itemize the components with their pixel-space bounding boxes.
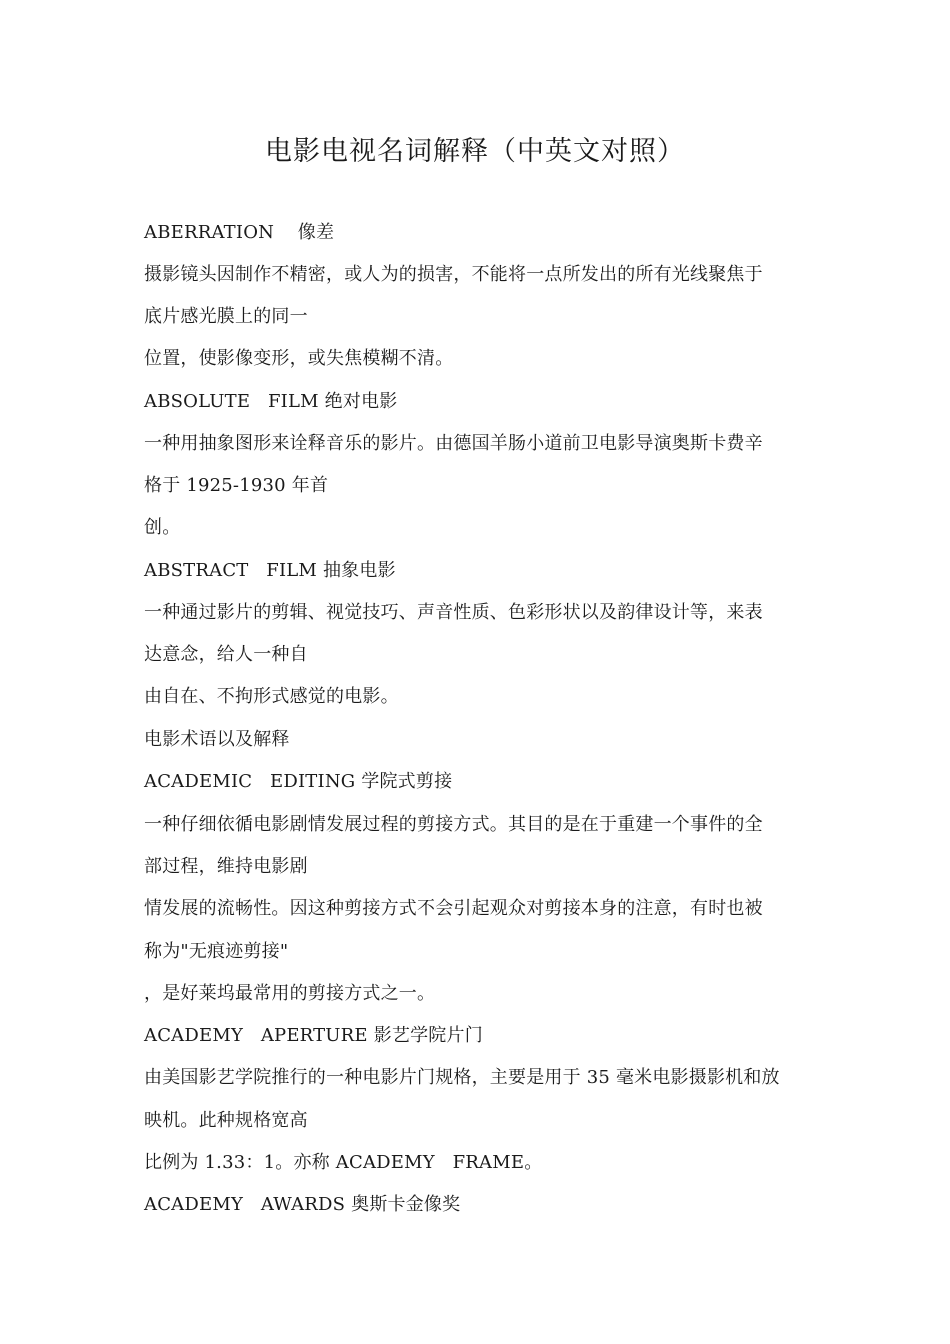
- text-line: 一种仔细依循电影剧情发展过程的剪接方式。其目的是在于重建一个事件的全: [144, 814, 763, 835]
- text-line: 映机。此种规格宽高: [144, 1110, 308, 1131]
- text-line: 格于 1925-1930 年首: [144, 475, 329, 496]
- text-line: ABSTRACT FILM 抽象电影: [144, 560, 396, 581]
- text-line: ACADEMIC EDITING 学院式剪接: [144, 771, 453, 792]
- text-line: 称为"无痕迹剪接": [144, 941, 289, 962]
- document-title: 电影电视名词解释（中英文对照）: [265, 136, 685, 167]
- text-line: ACADEMY AWARDS 奥斯卡金像奖: [144, 1194, 461, 1215]
- text-line: 位置，使影像变形，或失焦模糊不清。: [144, 348, 454, 369]
- text-line: ACADEMY APERTURE 影艺学院片门: [144, 1025, 483, 1046]
- text-line: 一种通过影片的剪辑、视觉技巧、声音性质、色彩形状以及韵律设计等，来表: [144, 602, 763, 623]
- text-line: 一种用抽象图形来诠释音乐的影片。由德国羊肠小道前卫电影导演奥斯卡费辛: [144, 433, 763, 454]
- text-line: 情发展的流畅性。因这种剪接方式不会引起观众对剪接本身的注意，有时也被: [144, 898, 763, 919]
- text-line: ABERRATION 像差: [144, 222, 335, 243]
- text-line: 达意念，给人一种自: [144, 644, 308, 665]
- text-line: 电影术语以及解释: [144, 729, 290, 750]
- text-line: 比例为 1.33：1。亦称 ACADEMY FRAME。: [144, 1152, 543, 1173]
- text-line: 摄影镜头因制作不精密，或人为的损害，不能将一点所发出的所有光线聚焦于: [144, 264, 763, 285]
- text-line: 由自在、不拘形式感觉的电影。: [144, 686, 399, 707]
- text-line: 部过程，维持电影剧: [144, 856, 308, 877]
- text-line: 由美国影艺学院推行的一种电影片门规格，主要是用于 35 毫米电影摄影机和放: [144, 1067, 780, 1088]
- text-line: 底片感光膜上的同一: [144, 306, 308, 327]
- text-line: ，是好莱坞最常用的剪接方式之一。: [144, 983, 436, 1004]
- text-line: 创。: [144, 517, 181, 538]
- text-line: ABSOLUTE FILM 绝对电影: [144, 391, 398, 412]
